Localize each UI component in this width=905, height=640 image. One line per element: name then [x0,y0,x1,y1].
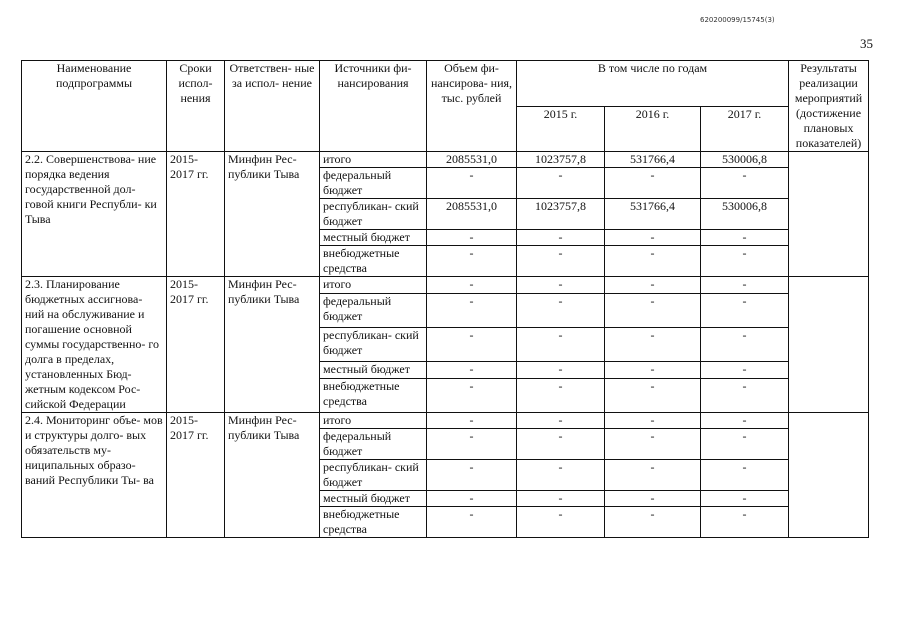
financing-source: местный бюджет [320,361,427,378]
volume-2016: - [605,277,701,294]
financing-table [21,60,869,538]
document-code: 620200099/15745(3) [700,16,775,24]
volume-2015: - [517,429,605,460]
financing-source: внебюджетные средства [320,379,427,413]
volume-2017: - [701,294,789,328]
volume-2015: - [517,379,605,413]
subprogram-name: 2.3. Планирование бюджетных ассигнова- ний на обслуживание и погашение основной суммы государственно- го долга в пределах, установленных Бюд- жетным кодексом Рос- сийской Федерации [22,277,167,413]
execution-term: 2015- 2017 гг. [167,152,225,277]
responsible-executor: Минфин Рес- публики Тыва [225,277,320,413]
volume-2017: - [701,379,789,413]
total-volume: - [427,246,517,277]
volume-2017: - [701,429,789,460]
results-cell [789,413,869,538]
volume-2015: - [517,413,605,429]
page-number: 35 [860,36,873,51]
header-results: Результаты реализации мероприятий (достижение плановых показателей) [789,61,869,152]
financing-source: федеральный бюджет [320,294,427,328]
responsible-executor: Минфин Рес- публики Тыва [225,413,320,538]
volume-2016: 531766,4 [605,152,701,168]
financing-source: итого [320,152,427,168]
total-volume: - [427,429,517,460]
results-cell [789,152,869,277]
total-volume: - [427,491,517,507]
header-volume: Объем фи- нансирова- ния, тыс. рублей [427,61,517,152]
subprogram-name: 2.4. Мониторинг объе- мов и структуры долго- вых обязательств му- ниципальных образо- ваний Республики Ты- ва [22,413,167,538]
volume-2016: 531766,4 [605,199,701,230]
financing-source: итого [320,413,427,429]
volume-2016: - [605,361,701,378]
financing-source: республикан- ский бюджет [320,199,427,230]
volume-2015: - [517,328,605,362]
volume-2016: - [605,413,701,429]
header-sources: Источники фи- нансирования [320,61,427,152]
header-year-2015: 2015 г. [517,106,605,152]
total-volume: - [427,379,517,413]
volume-2015: - [517,294,605,328]
volume-2016: - [605,246,701,277]
volume-2017: - [701,361,789,378]
execution-term: 2015- 2017 гг. [167,277,225,413]
volume-2016: - [605,328,701,362]
header-year-2017: 2017 г. [701,106,789,152]
table-row [22,277,869,294]
volume-2017: - [701,491,789,507]
financing-source: республикан- ский бюджет [320,460,427,491]
volume-2016: - [605,379,701,413]
total-volume: - [427,328,517,362]
total-volume: - [427,277,517,294]
total-volume: - [427,361,517,378]
responsible-executor: Минфин Рес- публики Тыва [225,152,320,277]
total-volume: 2085531,0 [427,152,517,168]
volume-2016: - [605,429,701,460]
results-cell [789,277,869,413]
volume-2016: - [605,507,701,538]
table-row [22,152,869,168]
volume-2015: - [517,460,605,491]
volume-2015: - [517,507,605,538]
header-terms: Сроки испол- нения [167,61,225,152]
financing-source: внебюджетные средства [320,507,427,538]
financing-source: федеральный бюджет [320,429,427,460]
volume-2015: 1023757,8 [517,152,605,168]
volume-2016: - [605,230,701,246]
total-volume: - [427,413,517,429]
total-volume: - [427,230,517,246]
total-volume: 2085531,0 [427,199,517,230]
volume-2015: - [517,230,605,246]
header-name: Наименование подпрограммы [22,61,167,152]
financing-source: итого [320,277,427,294]
volume-2017: - [701,413,789,429]
volume-2017: - [701,230,789,246]
volume-2015: 1023757,8 [517,199,605,230]
total-volume: - [427,460,517,491]
financing-source: федеральный бюджет [320,168,427,199]
volume-2016: - [605,460,701,491]
volume-2016: - [605,491,701,507]
volume-2017: - [701,246,789,277]
volume-2015: - [517,491,605,507]
subprogram-name: 2.2. Совершенствова- ние порядка ведения государственной дол- говой книги Республи- ки Тыва [22,152,167,277]
volume-2017: - [701,507,789,538]
financing-source: местный бюджет [320,491,427,507]
volume-2016: - [605,294,701,328]
volume-2017: - [701,460,789,491]
header-by-years: В том числе по годам [517,61,789,107]
volume-2017: - [701,277,789,294]
volume-2017: - [701,328,789,362]
volume-2017: 530006,8 [701,152,789,168]
header-year-2016: 2016 г. [605,106,701,152]
volume-2015: - [517,168,605,199]
financing-source: республикан- ский бюджет [320,328,427,362]
header-row [22,61,869,107]
total-volume: - [427,168,517,199]
execution-term: 2015- 2017 гг. [167,413,225,538]
volume-2016: - [605,168,701,199]
table-body [22,152,869,538]
volume-2017: - [701,168,789,199]
table-row [22,413,869,429]
financing-source: внебюджетные средства [320,246,427,277]
volume-2015: - [517,246,605,277]
header-responsible: Ответствен- ные за испол- нение [225,61,320,152]
volume-2015: - [517,361,605,378]
volume-2017: 530006,8 [701,199,789,230]
total-volume: - [427,294,517,328]
volume-2015: - [517,277,605,294]
financing-source: местный бюджет [320,230,427,246]
total-volume: - [427,507,517,538]
